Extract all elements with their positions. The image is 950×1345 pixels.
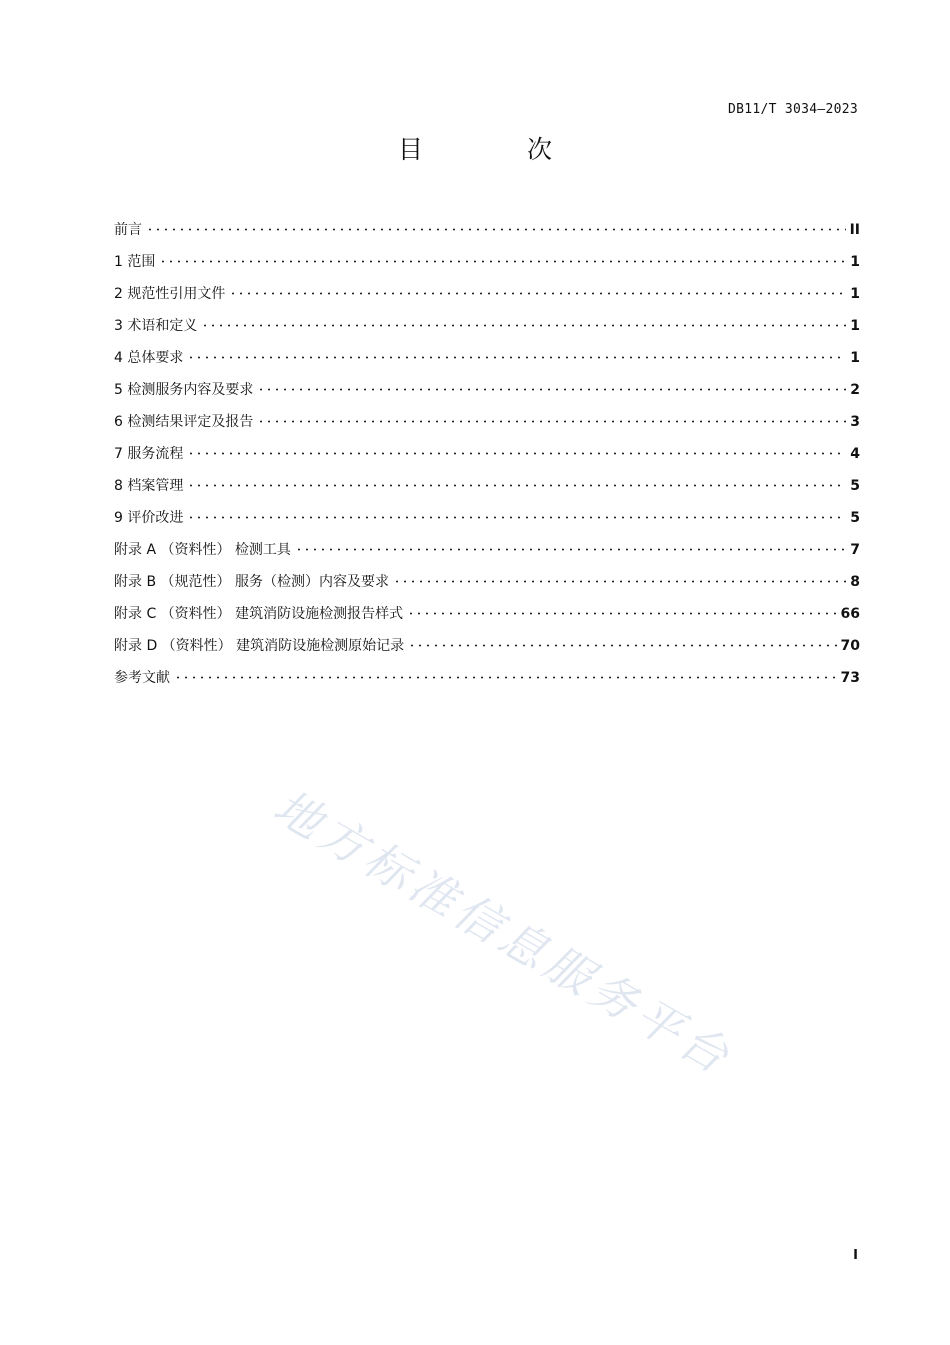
toc-entry-label: 6 检测结果评定及报告 [114,414,254,430]
toc-entry-page: II [849,222,860,238]
toc-entry-normative-references[interactable] [114,282,860,314]
dot-leader [295,548,846,551]
dot-leader [174,676,837,679]
toc-entry-archive-management[interactable] [114,474,860,506]
toc-entry-page: 73 [840,670,860,686]
toc-entry-page: 3 [850,414,860,430]
toc-entry-page: 2 [850,382,860,398]
dot-leader [187,516,846,519]
dot-leader [257,420,846,423]
toc-entry-label: 2 规范性引用文件 [114,286,226,302]
toc-entry-page: 8 [850,574,860,590]
toc-entry-terms[interactable] [114,314,860,346]
toc-entry-page: 7 [850,542,860,558]
dot-leader [159,260,846,263]
toc-entry-label: 附录 D （资料性） 建筑消防设施检测原始记录 [114,638,405,654]
dot-leader [187,356,846,359]
dot-leader [257,388,846,391]
toc-entry-label: 9 评价改进 [114,510,184,526]
toc-entry-page: 1 [850,318,860,334]
toc-entry-appendix-d[interactable] [114,634,860,666]
toc-entry-label: 8 档案管理 [114,478,184,494]
toc-entry-page: 5 [850,478,860,494]
toc-entry-label: 前言 [114,222,142,238]
toc-entry-label: 7 服务流程 [114,446,184,462]
page-number: I [853,1248,858,1263]
dot-leader [393,580,846,583]
toc-entry-foreword[interactable] [114,218,860,250]
dot-leader [187,484,846,487]
toc-entry-result-evaluation[interactable] [114,410,860,442]
toc-entry-label: 4 总体要求 [114,350,184,366]
toc-entry-page: 5 [850,510,860,526]
dot-leader [187,452,846,455]
dot-leader [201,324,846,327]
document-code: DB11/T 3034—2023 [727,102,858,117]
toc-entry-page: 4 [850,446,860,462]
watermark: 地方标准信息服务平台 [264,779,743,1086]
toc-entry-service-process[interactable] [114,442,860,474]
toc-entry-page: 1 [850,350,860,366]
toc-entry-general-requirements[interactable] [114,346,860,378]
toc-entry-scope[interactable] [114,250,860,282]
toc-entry-label: 附录 C （资料性） 建筑消防设施检测报告样式 [114,606,404,622]
toc-entry-bibliography[interactable] [114,666,860,698]
dot-leader [408,644,836,647]
toc-entry-page: 70 [840,638,860,654]
toc-entry-label: 3 术语和定义 [114,318,198,334]
dot-leader [407,612,836,615]
toc-entry-label: 5 检测服务内容及要求 [114,382,254,398]
toc-entry-label: 附录 B （规范性） 服务（检测）内容及要求 [114,574,389,590]
toc-entry-evaluation-improvement[interactable] [114,506,860,538]
toc-entry-appendix-c[interactable] [114,602,860,634]
toc-entry-label: 1 范围 [114,254,156,270]
toc-entry-appendix-b[interactable] [114,570,860,602]
toc-entry-label: 参考文献 [114,670,170,686]
page-title: 目 次 [398,135,600,164]
toc-entry-appendix-a[interactable] [114,538,860,570]
toc-entry-page: 66 [840,606,860,622]
table-of-contents [114,218,860,698]
toc-entry-page: 1 [850,254,860,270]
toc-entry-service-content[interactable] [114,378,860,410]
dot-leader [146,228,846,231]
dot-leader [229,292,846,295]
toc-entry-page: 1 [850,286,860,302]
toc-entry-label: 附录 A （资料性） 检测工具 [114,542,291,558]
